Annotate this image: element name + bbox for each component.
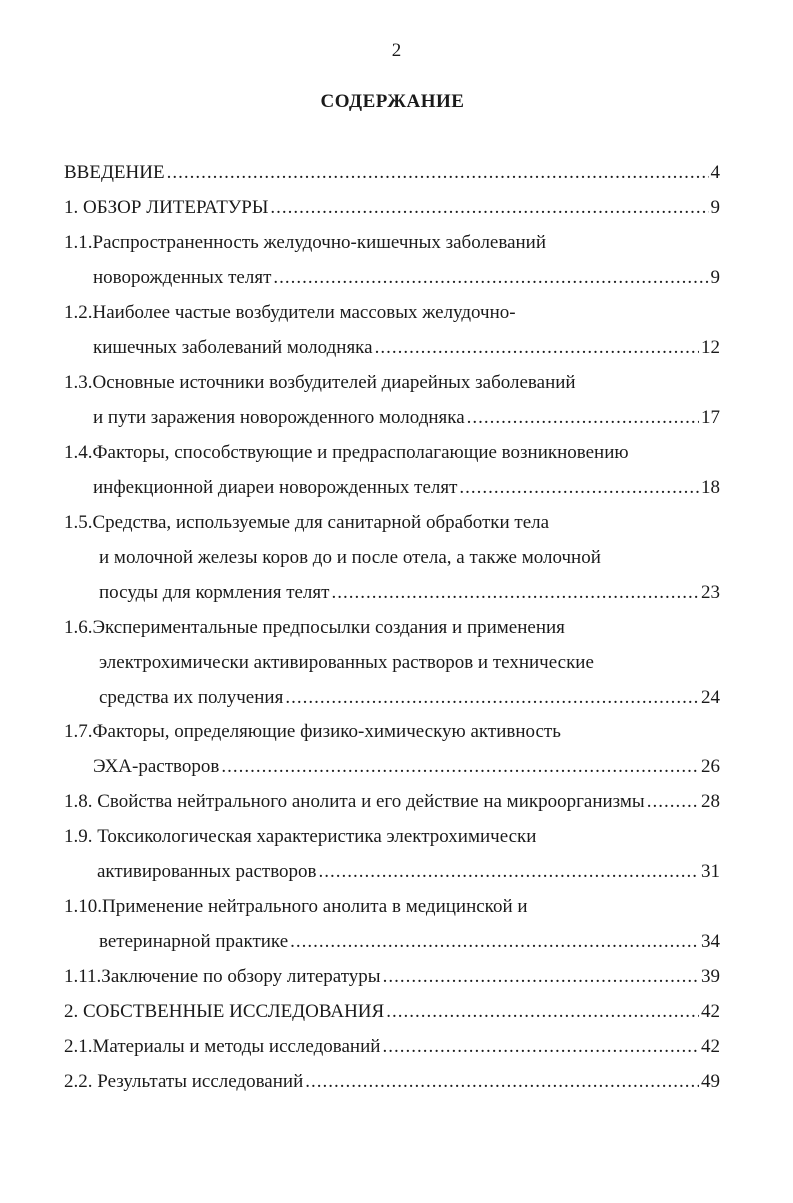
toc-entry-1-10[interactable] [99,930,720,954]
toc-entry-page: 12 [701,337,720,358]
toc-entry-chapter-2[interactable] [64,1000,720,1024]
toc-entry-chapter-1[interactable] [64,196,720,220]
toc-entry-1-5-line1: 1.5.Средства, используемые для санитарной обработки тела [64,512,550,533]
toc-entry-2-2[interactable] [64,1070,720,1094]
toc-entry-page: 4 [710,162,720,183]
toc-entry-introduction[interactable] [64,161,720,185]
toc-entry-page: 42 [701,1036,720,1057]
toc-entry-page: 39 [701,966,720,987]
toc-entry-text: 2. СОБСТВЕННЫЕ ИССЛЕДОВАНИЯ [64,1001,385,1022]
leader-dots [285,686,699,710]
toc-entry-text: ЭХА-растворов [93,756,220,777]
toc-entry-1-3-line1: 1.3.Основные источники возбудителей диарейных заболеваний [64,372,576,393]
leader-dots [270,196,708,220]
toc-entry-text: ветеринарной практике [99,931,289,952]
leader-dots [467,406,699,430]
toc-entry-1-4[interactable] [93,476,720,500]
toc-entry-1-5-line2: и молочной железы коров до и после отела, а также молочной [99,547,601,568]
leader-dots [319,860,699,884]
toc-title: СОДЕРЖАНИЕ [320,91,465,112]
toc-entry-page: 23 [701,582,720,603]
leader-dots [459,476,699,500]
toc-entry-1-10-line1: 1.10.Применение нейтрального анолита в медицинской и [64,896,528,917]
leader-dots [386,1000,699,1024]
leader-dots [290,930,699,954]
toc-entry-text: средства их получения [99,687,284,708]
toc-entry-page: 28 [701,791,720,812]
toc-entry-text: новорожденных телят [93,267,272,288]
toc-entry-page: 42 [701,1001,720,1022]
toc-entry-text: посуды для кормления телят [99,582,330,603]
page-number: 2 [391,40,402,61]
toc-entry-1-6-line2: электрохимически активированных растворов и технические [99,652,594,673]
toc-entry-page: 18 [701,477,720,498]
toc-entry-1-9[interactable] [97,860,720,884]
toc-entry-text: 1. ОБЗОР ЛИТЕРАТУРЫ [64,197,269,218]
toc-entry-1-9-line1: 1.9. Токсикологическая характеристика электрохимически [64,826,537,847]
leader-dots [305,1070,699,1094]
toc-entry-text: 2.2. Результаты исследований [64,1071,304,1092]
leader-dots [167,161,709,185]
toc-entry-text: ВВЕДЕНИЕ [64,162,165,183]
leader-dots [383,965,699,989]
leader-dots [647,790,699,814]
toc-entry-page: 26 [701,756,720,777]
toc-entry-text: 2.1.Материалы и методы исследований [64,1036,381,1057]
leader-dots [273,266,708,290]
toc-entry-1-1[interactable] [93,266,720,290]
toc-entry-2-1[interactable] [64,1035,720,1059]
leader-dots [221,755,699,779]
toc-entry-text: и пути заражения новорожденного молодняка [93,407,465,428]
toc-entry-1-8[interactable] [64,790,720,814]
toc-entry-page: 9 [710,267,720,288]
toc-entry-1-7-line1: 1.7.Факторы, определяющие физико-химическую активность [64,721,561,742]
toc-entry-text: инфекционной диареи новорожденных телят [93,477,458,498]
toc-entry-1-2[interactable] [93,336,720,360]
toc-entry-1-3[interactable] [93,406,720,430]
toc-entry-1-6-line1: 1.6.Экспериментальные предпосылки создания и применения [64,617,565,638]
toc-entry-text: активированных растворов [97,861,317,882]
toc-entry-text: 1.11.Заключение по обзору литературы [64,966,381,987]
toc-entry-1-2-line1: 1.2.Наиболее частые возбудители массовых желудочно- [64,302,516,323]
toc-entry-page: 49 [701,1071,720,1092]
toc-entry-1-1-line1: 1.1.Распространенность желудочно-кишечных заболеваний [64,232,547,253]
toc-entry-page: 34 [701,931,720,952]
toc-entry-1-7[interactable] [93,755,720,779]
toc-entry-1-5[interactable] [99,581,720,605]
toc-entry-text: кишечных заболеваний молодняка [93,337,373,358]
toc-entry-page: 9 [710,197,720,218]
toc-entry-page: 17 [701,407,720,428]
leader-dots [375,336,699,360]
leader-dots [331,581,699,605]
toc-entry-page: 31 [701,861,720,882]
toc-entry-1-11[interactable] [64,965,720,989]
toc-entry-1-4-line1: 1.4.Факторы, способствующие и предрасполагающие возникновению [64,442,629,463]
leader-dots [382,1035,699,1059]
toc-entry-1-6[interactable] [99,686,720,710]
toc-entry-text: 1.8. Свойства нейтрального анолита и его действие на микроорганизмы [64,791,645,812]
toc-entry-page: 24 [701,687,720,708]
